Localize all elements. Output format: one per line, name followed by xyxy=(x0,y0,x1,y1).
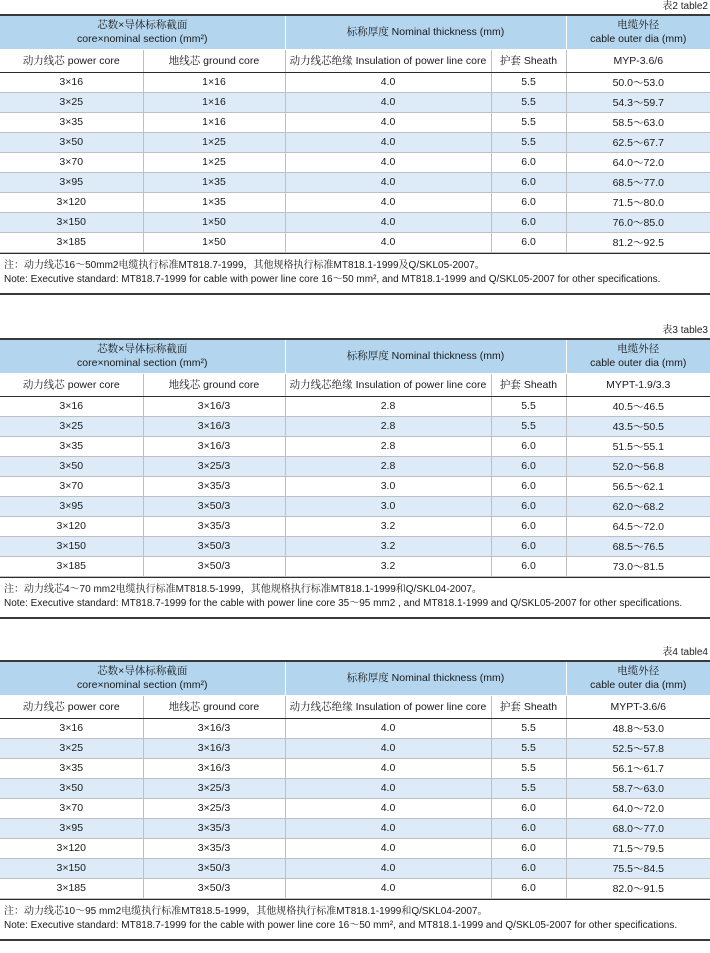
table-row xyxy=(0,838,710,858)
sheath-header: 护套 Sheath xyxy=(491,695,566,718)
cell: 5.5 xyxy=(491,92,566,112)
cell: 50.0～53.0 xyxy=(566,72,710,92)
table-notes xyxy=(0,577,710,619)
cell: 3×150 xyxy=(0,858,143,878)
cell: 6.0 xyxy=(491,858,566,878)
cell: 56.5～62.1 xyxy=(566,476,710,496)
cell: 73.0～81.5 xyxy=(566,556,710,576)
cell: 4.0 xyxy=(285,232,491,252)
cell: 4.0 xyxy=(285,758,491,778)
cell: 54.3～59.7 xyxy=(566,92,710,112)
cell: 6.0 xyxy=(491,436,566,456)
outer-dia-header: 电缆外径 cable outer dia (mm) xyxy=(566,339,710,373)
power-core-header: 动力线芯 power core xyxy=(0,695,143,718)
cell: 3×50/3 xyxy=(143,536,285,556)
cell: 4.0 xyxy=(285,212,491,232)
note-cn: 注：动力线芯4～70 mm2电缆执行标准MT818.5-1999，其他规格执行标准MT818.1-1999和Q/SKL04-2007。 xyxy=(4,583,482,595)
cell: 3×25/3 xyxy=(143,456,285,476)
table-notes xyxy=(0,899,710,941)
cell: 1×35 xyxy=(143,192,285,212)
nominal-thickness-header: 标称厚度 Nominal thickness (mm) xyxy=(285,15,566,49)
cell: 3×25 xyxy=(0,92,143,112)
cell: 6.0 xyxy=(491,878,566,898)
cell: 5.5 xyxy=(491,738,566,758)
outer-dia-header: 电缆外径 cable outer dia (mm) xyxy=(566,15,710,49)
cell: 5.5 xyxy=(491,416,566,436)
cell: 3×150 xyxy=(0,212,143,232)
table2-section xyxy=(0,0,710,295)
cell: 3×95 xyxy=(0,496,143,516)
cell: 64.0～72.0 xyxy=(566,152,710,172)
cell: 58.5～63.0 xyxy=(566,112,710,132)
cell: 3.0 xyxy=(285,496,491,516)
cell: 3×50/3 xyxy=(143,556,285,576)
table-row xyxy=(0,556,710,576)
core-section-header: 芯数×导体标称截面 core×nominal section (mm²) xyxy=(0,15,285,49)
power-core-header: 动力线芯 power core xyxy=(0,373,143,396)
sheath-header: 护套 Sheath xyxy=(491,49,566,72)
cell: 1×16 xyxy=(143,72,285,92)
cell: 4.0 xyxy=(285,718,491,738)
table-label: 表3 table3 xyxy=(662,325,708,336)
cell: 3×120 xyxy=(0,516,143,536)
cell: 3.2 xyxy=(285,516,491,536)
cell: 4.0 xyxy=(285,152,491,172)
cell: 64.0～72.0 xyxy=(566,798,710,818)
cell: 6.0 xyxy=(491,516,566,536)
cell: 4.0 xyxy=(285,798,491,818)
cell: 3×35/3 xyxy=(143,838,285,858)
cell: 3×150 xyxy=(0,536,143,556)
table-row xyxy=(0,172,710,192)
cell: 5.5 xyxy=(491,758,566,778)
cell: 51.5～55.1 xyxy=(566,436,710,456)
table-row xyxy=(0,132,710,152)
table-row xyxy=(0,738,710,758)
cell: 2.8 xyxy=(285,416,491,436)
cell: 68.5～77.0 xyxy=(566,172,710,192)
cell: 6.0 xyxy=(491,476,566,496)
cell: 3×16/3 xyxy=(143,396,285,416)
cell: 3×185 xyxy=(0,556,143,576)
table-row xyxy=(0,416,710,436)
cell: 3×16/3 xyxy=(143,436,285,456)
cell: 3×25/3 xyxy=(143,778,285,798)
table-row xyxy=(0,72,710,92)
outer-dia-header: 电缆外径 cable outer dia (mm) xyxy=(566,661,710,695)
cell: 3×35 xyxy=(0,758,143,778)
cell: 81.2～92.5 xyxy=(566,232,710,252)
cell: 6.0 xyxy=(491,172,566,192)
cell: 68.0～77.0 xyxy=(566,818,710,838)
cell: 4.0 xyxy=(285,878,491,898)
note-cn: 注：动力线芯16～50mm2电缆执行标准MT818.7-1999，其他规格执行标准MT818.1-1999及Q/SKL05-2007。 xyxy=(4,259,485,271)
cell: 3×95 xyxy=(0,818,143,838)
cell: 3×95 xyxy=(0,172,143,192)
cell: 3×50 xyxy=(0,778,143,798)
cell: 3×70 xyxy=(0,152,143,172)
cell: 5.5 xyxy=(491,718,566,738)
ground-core-header: 地线芯 ground core xyxy=(143,49,285,72)
cell: 3×16 xyxy=(0,718,143,738)
cell: 3.2 xyxy=(285,556,491,576)
cell: 1×50 xyxy=(143,232,285,252)
core-section-header: 芯数×导体标称截面 core×nominal section (mm²) xyxy=(0,661,285,695)
cell: 68.5～76.5 xyxy=(566,536,710,556)
cell: 6.0 xyxy=(491,818,566,838)
cell: 3×70 xyxy=(0,476,143,496)
table-row xyxy=(0,878,710,898)
cell: 3×16/3 xyxy=(143,718,285,738)
note-en: Note: Executive standard: MT818.7-1999 for the cable with power line core 35～95 mm2 , and MT818.1-1999 and Q/SKL05-2007 for other specifications. xyxy=(4,597,683,609)
table-row xyxy=(0,718,710,738)
cell: 3×35 xyxy=(0,112,143,132)
cell: 48.8～53.0 xyxy=(566,718,710,738)
cell: 3×120 xyxy=(0,838,143,858)
cell: 43.5～50.5 xyxy=(566,416,710,436)
cell: 71.5～80.0 xyxy=(566,192,710,212)
note-en: Note: Executive standard: MT818.7-1999 for cable with power line core 16～50 mm², and MT818.1-1999 and Q/SKL05-2007 for other specifications. xyxy=(4,273,661,285)
cell: 58.7～63.0 xyxy=(566,778,710,798)
cell: 62.0～68.2 xyxy=(566,496,710,516)
cell: 3×25 xyxy=(0,738,143,758)
cell: 4.0 xyxy=(285,778,491,798)
nominal-thickness-header: 标称厚度 Nominal thickness (mm) xyxy=(285,339,566,373)
cell: 1×35 xyxy=(143,172,285,192)
table-row xyxy=(0,436,710,456)
insulation-header: 动力线芯绝缘 Insulation of power line core xyxy=(285,695,491,718)
cell: 3×25/3 xyxy=(143,798,285,818)
table-label: 表2 table2 xyxy=(662,1,708,12)
cell: 3×50 xyxy=(0,132,143,152)
cell: 6.0 xyxy=(491,838,566,858)
spec-table xyxy=(0,338,710,577)
table-row xyxy=(0,516,710,536)
cell: 4.0 xyxy=(285,738,491,758)
power-core-header: 动力线芯 power core xyxy=(0,49,143,72)
cell: 3×16/3 xyxy=(143,758,285,778)
table-row xyxy=(0,496,710,516)
cell: 5.5 xyxy=(491,72,566,92)
cell: 3×16 xyxy=(0,396,143,416)
cell: 3×70 xyxy=(0,798,143,818)
cell: 4.0 xyxy=(285,838,491,858)
cell: 3.0 xyxy=(285,476,491,496)
cell: 4.0 xyxy=(285,112,491,132)
cell: 52.5～57.8 xyxy=(566,738,710,758)
cell: 3×16/3 xyxy=(143,738,285,758)
cell: 4.0 xyxy=(285,172,491,192)
cell: 82.0～91.5 xyxy=(566,878,710,898)
cell: 2.8 xyxy=(285,436,491,456)
cell: 1×50 xyxy=(143,212,285,232)
model-header: MYPT-3.6/6 xyxy=(566,695,710,718)
spec-table xyxy=(0,660,710,899)
cell: 1×16 xyxy=(143,112,285,132)
cell: 4.0 xyxy=(285,72,491,92)
cell: 64.5～72.0 xyxy=(566,516,710,536)
cell: 1×25 xyxy=(143,152,285,172)
cell: 62.5～67.7 xyxy=(566,132,710,152)
cell: 6.0 xyxy=(491,192,566,212)
cell: 2.8 xyxy=(285,456,491,476)
cell: 3×50/3 xyxy=(143,858,285,878)
table-row xyxy=(0,232,710,252)
cell: 5.5 xyxy=(491,112,566,132)
spec-table xyxy=(0,14,710,253)
ground-core-header: 地线芯 ground core xyxy=(143,373,285,396)
cell: 4.0 xyxy=(285,132,491,152)
table-row xyxy=(0,778,710,798)
cell: 4.0 xyxy=(285,818,491,838)
cell: 2.8 xyxy=(285,396,491,416)
note-cn: 注：动力线芯10～95 mm2电缆执行标准MT818.5-1999，其他规格执行标准MT818.1-1999和Q/SKL04-2007。 xyxy=(4,905,488,917)
ground-core-header: 地线芯 ground core xyxy=(143,695,285,718)
cell: 6.0 xyxy=(491,232,566,252)
cell: 1×16 xyxy=(143,92,285,112)
table-row xyxy=(0,476,710,496)
table-row xyxy=(0,212,710,232)
table-row xyxy=(0,152,710,172)
cell: 3×185 xyxy=(0,878,143,898)
cell: 76.0～85.0 xyxy=(566,212,710,232)
cell: 40.5～46.5 xyxy=(566,396,710,416)
sheath-header: 护套 Sheath xyxy=(491,373,566,396)
table-row xyxy=(0,92,710,112)
core-section-header: 芯数×导体标称截面 core×nominal section (mm²) xyxy=(0,339,285,373)
cell: 3.2 xyxy=(285,536,491,556)
table-label: 表4 table4 xyxy=(662,647,708,658)
table-row xyxy=(0,396,710,416)
table-row xyxy=(0,758,710,778)
cell: 4.0 xyxy=(285,92,491,112)
cell: 3×16/3 xyxy=(143,416,285,436)
note-en: Note: Executive standard: MT818.7-1999 for the cable with power line core 16～50 mm², and MT818.1-1999 and Q/SKL05-2007 for other specifications. xyxy=(4,919,678,931)
cell: 75.5～84.5 xyxy=(566,858,710,878)
cell: 3×35 xyxy=(0,436,143,456)
cell: 5.5 xyxy=(491,778,566,798)
table-row xyxy=(0,192,710,212)
model-header: MYP-3.6/6 xyxy=(566,49,710,72)
insulation-header: 动力线芯绝缘 Insulation of power line core xyxy=(285,373,491,396)
cell: 3×120 xyxy=(0,192,143,212)
cell: 6.0 xyxy=(491,536,566,556)
nominal-thickness-header: 标称厚度 Nominal thickness (mm) xyxy=(285,661,566,695)
table-notes xyxy=(0,253,710,295)
table4-section xyxy=(0,646,710,941)
cell: 56.1～61.7 xyxy=(566,758,710,778)
table-row xyxy=(0,456,710,476)
cell: 71.5～79.5 xyxy=(566,838,710,858)
cell: 3×185 xyxy=(0,232,143,252)
insulation-header: 动力线芯绝缘 Insulation of power line core xyxy=(285,49,491,72)
table-row xyxy=(0,818,710,838)
table-row xyxy=(0,858,710,878)
cell: 6.0 xyxy=(491,556,566,576)
cell: 3×35/3 xyxy=(143,476,285,496)
cell: 4.0 xyxy=(285,192,491,212)
cell: 3×50/3 xyxy=(143,878,285,898)
table-row xyxy=(0,112,710,132)
cell: 3×35/3 xyxy=(143,516,285,536)
cell: 3×16 xyxy=(0,72,143,92)
cell: 3×50/3 xyxy=(143,496,285,516)
cell: 1×25 xyxy=(143,132,285,152)
cell: 3×50 xyxy=(0,456,143,476)
cell: 5.5 xyxy=(491,396,566,416)
cell: 5.5 xyxy=(491,132,566,152)
cell: 3×35/3 xyxy=(143,818,285,838)
cell: 52.0～56.8 xyxy=(566,456,710,476)
cell: 6.0 xyxy=(491,152,566,172)
model-header: MYPT-1.9/3.3 xyxy=(566,373,710,396)
cell: 3×25 xyxy=(0,416,143,436)
table3-section xyxy=(0,324,710,619)
cell: 4.0 xyxy=(285,858,491,878)
cell: 6.0 xyxy=(491,496,566,516)
cell: 6.0 xyxy=(491,456,566,476)
cell: 6.0 xyxy=(491,212,566,232)
table-row xyxy=(0,798,710,818)
cell: 6.0 xyxy=(491,798,566,818)
table-row xyxy=(0,536,710,556)
